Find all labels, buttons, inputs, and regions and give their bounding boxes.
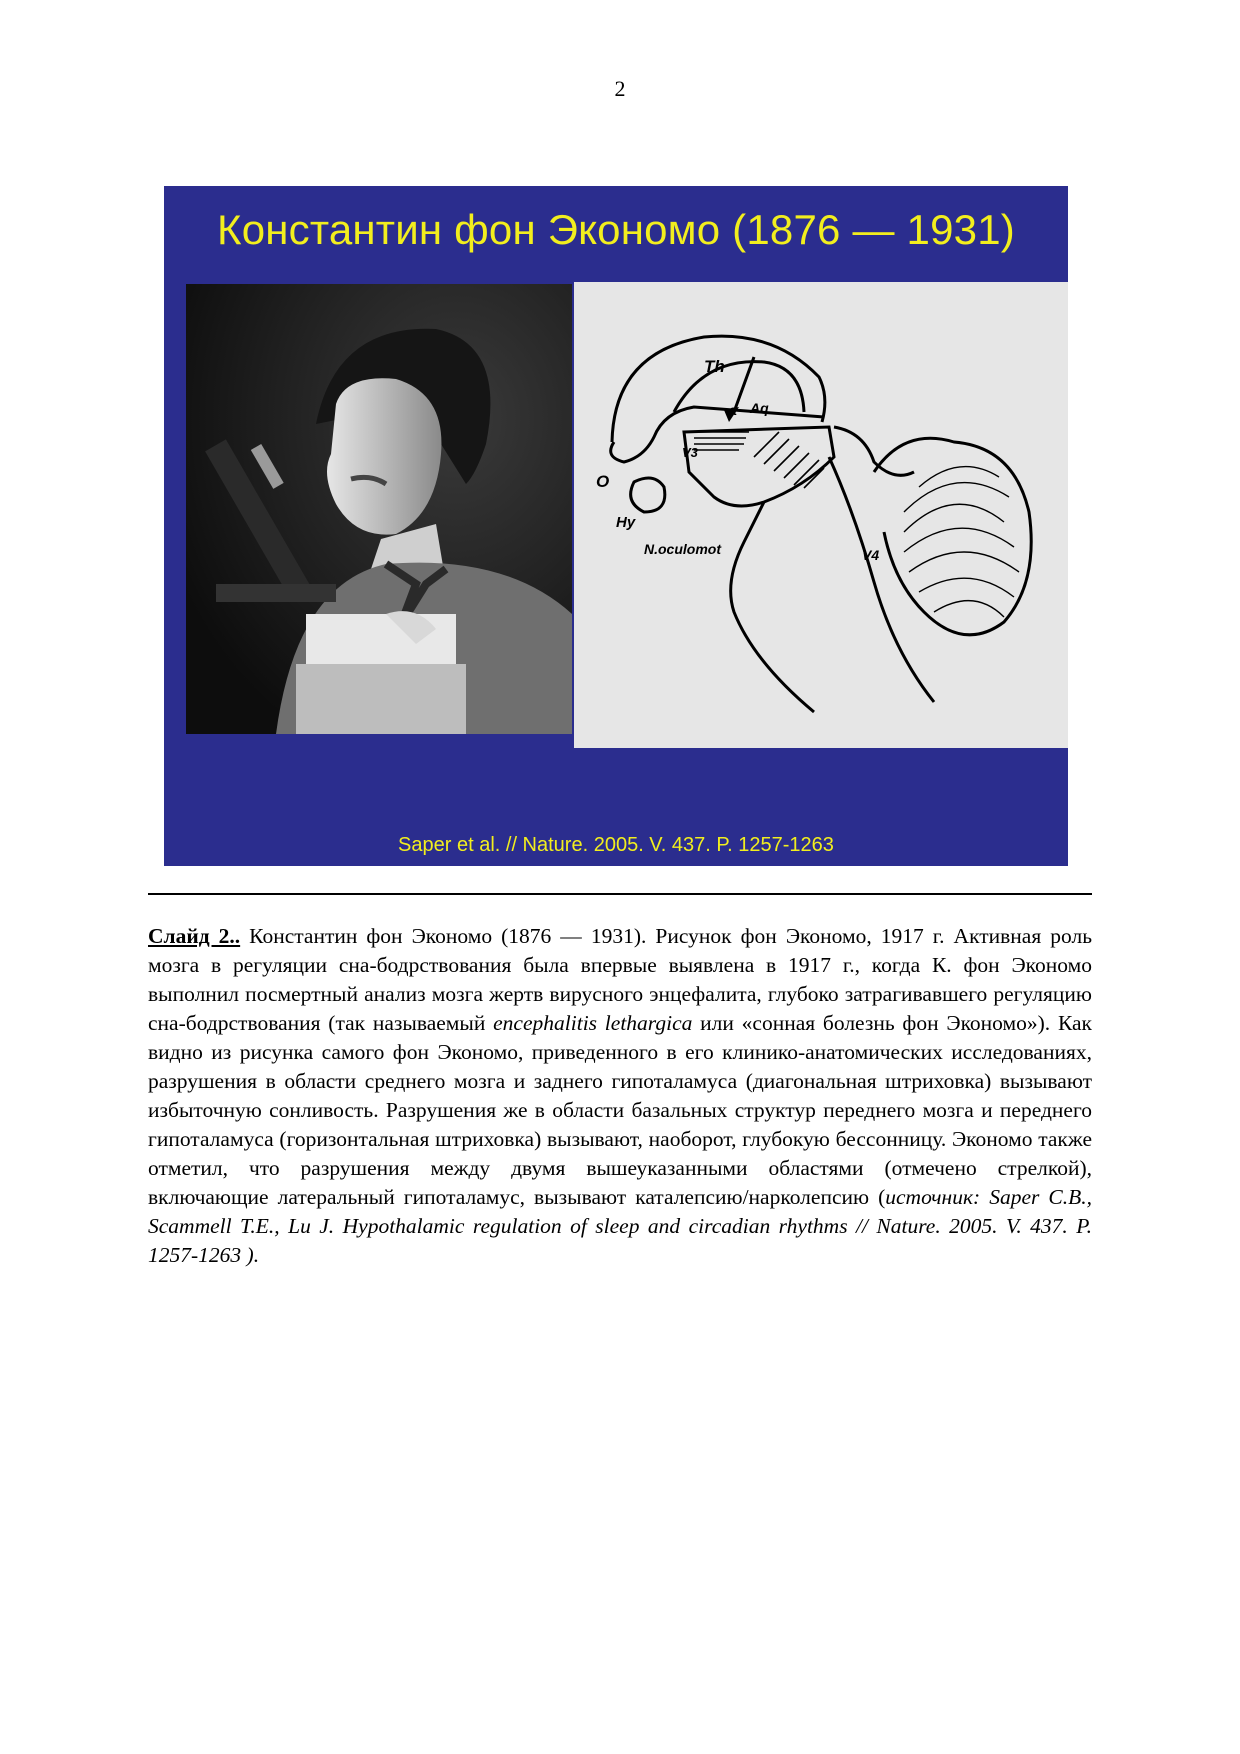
label-a: a — [729, 402, 737, 418]
brain-diagram — [574, 282, 1068, 748]
caption-italic-term: encephalitis lethargica — [493, 1011, 693, 1035]
slide-citation: Saper et al. // Nature. 2005. V. 437. P. 1257-1263 — [398, 834, 834, 856]
caption-paragraph — [148, 922, 1092, 1270]
label-n-oculomot: N.oculomot — [644, 541, 721, 557]
label-hy: Hy — [616, 514, 636, 531]
label-o: O — [596, 472, 610, 491]
slide-title: Константин фон Экономо (1876 — 1931) — [217, 206, 1015, 253]
portrait-photo — [186, 284, 572, 734]
divider — [148, 893, 1092, 895]
slide — [164, 186, 1068, 866]
brain-sagittal-drawing — [574, 282, 1068, 748]
portrait-illustration — [186, 284, 572, 734]
caption-source: источник: Saper C.B., Scammell T.E., Lu J. Hypothalamic regulation of sleep and circadian rhythms // Nature. 2005. V. 437. P. 1257-1263 ). — [148, 1185, 1092, 1267]
label-th: Th — [704, 357, 725, 376]
caption-lead: Слайд 2.. — [148, 924, 241, 948]
caption-text-1: Константин фон Экономо (1876 — 1931). Рисунок фон Экономо, 1917 г. Активная роль мозга в регуляции сна-бодрствования была впервые выявлена в 1917 г., когда К. фон Экономо выполнил посмертный анализ мозга жертв вирусного энцефалита, глубоко затрагивавшего регуляцию сна-бодрствования (так называемый — [148, 924, 1092, 1035]
label-v4: V4 — [862, 547, 880, 563]
label-aq: Aq — [750, 400, 769, 416]
page-number: 2 — [614, 76, 626, 101]
label-v3: V3 — [682, 445, 698, 460]
caption-text-2: или «сонная болезнь фон Экономо»). Как видно из рисунка самого фон Экономо, приведенного в его клинико-анатомических исследованиях, разрушения в области среднего мозга и заднего гипоталамуса (диагональная штриховка) вызывают избыточную сонливость. Разрушения же в области базальных структур переднего мозга и переднего гипоталамуса (горизонтальная штриховка) вызывают, наоборот, глубокую бессонницу. Экономо также отметил, что разрушения между двумя вышеуказанными областями (отмечено стрелкой), включающие латеральный гипоталамус, вызывают каталепсию/нарколепсию ( — [148, 1011, 1092, 1209]
